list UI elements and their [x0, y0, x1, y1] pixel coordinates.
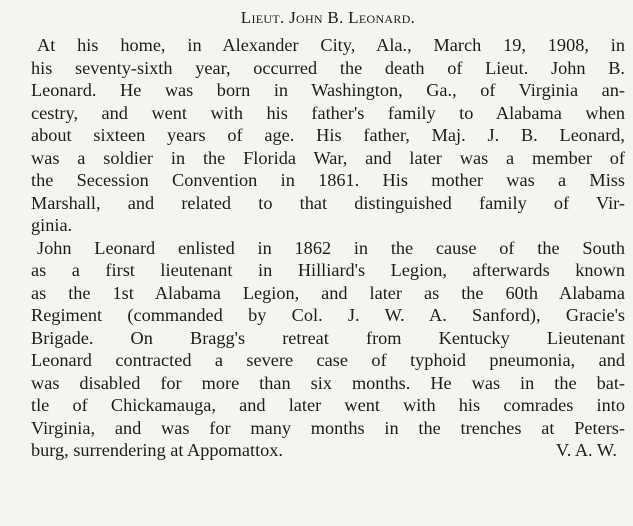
text-line: ginia.	[31, 215, 73, 235]
text-line: Regiment (commanded by Col. J. W. A. Sanford), Gracie's	[31, 305, 625, 325]
text-line: was a soldier in the Florida War, and later was a member of	[31, 147, 625, 168]
paragraph-1	[31, 34, 625, 237]
text-line: cestry, and went with his father's family to Alabama when	[31, 102, 625, 123]
text-line: Marshall, and related to that distinguished family of Vir-	[31, 192, 625, 213]
text-line: Leonard contracted a severe case of typhoid pneumonia, and	[31, 350, 625, 370]
text-line: John Leonard enlisted in 1862 in the cause of the South	[37, 237, 625, 258]
text-line: At his home, in Alexander City, Ala., March 19, 1908, in	[37, 35, 625, 55]
text-line: tle of Chickamauga, and later went with his comrades into	[31, 395, 625, 415]
text-line: Leonard. He was born in Washington, Ga., of Virginia an-	[31, 80, 625, 100]
text-line: his seventy-sixth year, occurred the death of Lieut. John B.	[31, 57, 625, 78]
text-line: the Secession Convention in 1861. His mother was a Miss	[31, 170, 625, 190]
article-title: Lieut. John B. Leonard.	[240, 8, 416, 27]
author-signature: V. A. W.	[555, 440, 617, 460]
text-line: as the 1st Alabama Legion, and later as the 60th Alabama	[31, 282, 625, 303]
text-line: about sixteen years of age. His father, Maj. J. B. Leonard,	[31, 125, 625, 145]
text-line: as a first lieutenant in Hilliard's Legion, afterwards known	[31, 260, 625, 280]
text-line: was disabled for more than six months. He was in the bat-	[31, 372, 625, 393]
text-line: Virginia, and was for many months in the trenches at Peters-	[31, 417, 625, 438]
paragraph-2	[31, 237, 625, 462]
closing-line	[31, 439, 625, 462]
text-line: Brigade. On Bragg's retreat from Kentucky Lieutenant	[31, 327, 625, 348]
text-line: burg, surrendering at Appomattox.	[31, 440, 284, 460]
